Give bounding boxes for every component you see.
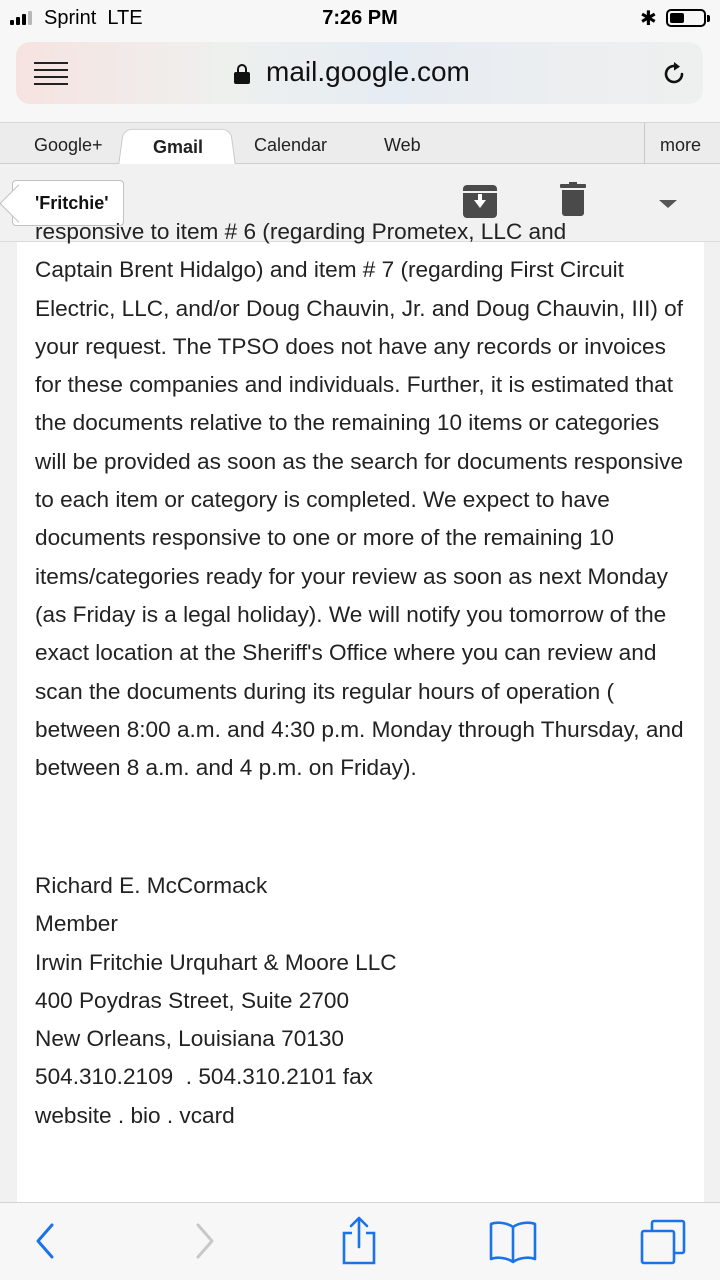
carrier-label: Sprint LTE — [44, 7, 143, 29]
tab-calendar[interactable]: Calendar — [254, 135, 328, 155]
dropdown-icon[interactable] — [659, 200, 677, 208]
google-tabs — [0, 122, 720, 164]
network-label: LTE — [107, 7, 143, 29]
browser-bottom-bar — [0, 1202, 720, 1280]
bookmarks-icon[interactable] — [488, 1219, 538, 1265]
email-body — [35, 213, 695, 787]
signature-phones: 504.310.2109 . 504.310.2101 fax — [35, 1064, 373, 1090]
browser-address-area — [0, 38, 720, 122]
signature-firm: Irwin Fritchie Urquhart & Moore LLC — [35, 949, 397, 975]
signature-address-line2: New Orleans, Louisiana 70130 — [35, 1026, 344, 1052]
url-text[interactable]: mail.google.com — [266, 56, 470, 87]
share-icon[interactable] — [338, 1215, 380, 1267]
tabs-icon[interactable] — [638, 1217, 688, 1267]
clock: 7:26 PM — [322, 7, 398, 29]
address-bar[interactable] — [16, 42, 703, 104]
tab-more[interactable]: more — [660, 135, 702, 155]
email-message — [17, 219, 704, 1202]
back-icon[interactable] — [30, 1221, 60, 1261]
menu-icon[interactable] — [34, 62, 68, 86]
email-content-area — [0, 219, 720, 1202]
reload-icon[interactable] — [660, 60, 688, 88]
back-label-text: 'Fritchie' — [35, 193, 109, 213]
signature-address-line1: 400 Poydras Street, Suite 2700 — [35, 987, 350, 1013]
tab-gmail[interactable]: Gmail — [153, 137, 204, 157]
email-paragraph: Captain Brent Hidalgo) and item # 7 (regarding First Circuit Electric, LLC, and/or Doug Chauvin, Jr. and Doug Chauvin, III) of your request. The TPSO does not have any records or invoices for these companies and individuals. Further, it is estimated that the documents relative to the remaining 10 items or categories will be provided as soon as the search for documents responsive to each item or category is completed. We expect to have documents responsive to one or more of the remaining 10 items/categories ready for your review as soon as next Monday (as Friday is a legal holiday). We will notify you tomorrow of the exact location at the Sheriff's Office where you can review and scan the documents during its regular hours of operation ( between 8:00 a.m. and 4:30 p.m. Monday through Thursday, and between 8 a.m. and 4 p.m. on Friday). — [35, 257, 684, 781]
tabs-divider — [644, 123, 645, 165]
signature-links[interactable]: website . bio . vcard — [35, 1102, 235, 1128]
bluetooth-icon: ✱ — [640, 6, 657, 30]
signature-title: Member — [35, 911, 118, 937]
forward-icon[interactable] — [190, 1221, 220, 1261]
battery-icon — [666, 9, 706, 27]
email-partial-line: responsive to item # 6 (regarding Prometex, LLC and — [35, 219, 567, 244]
tab-web[interactable]: Web — [384, 135, 421, 155]
status-bar — [0, 0, 720, 38]
lock-icon — [234, 64, 250, 84]
tab-google-plus[interactable]: Google+ — [34, 135, 103, 155]
signature-name: Richard E. McCormack — [35, 873, 268, 898]
email-signature — [35, 867, 695, 1135]
